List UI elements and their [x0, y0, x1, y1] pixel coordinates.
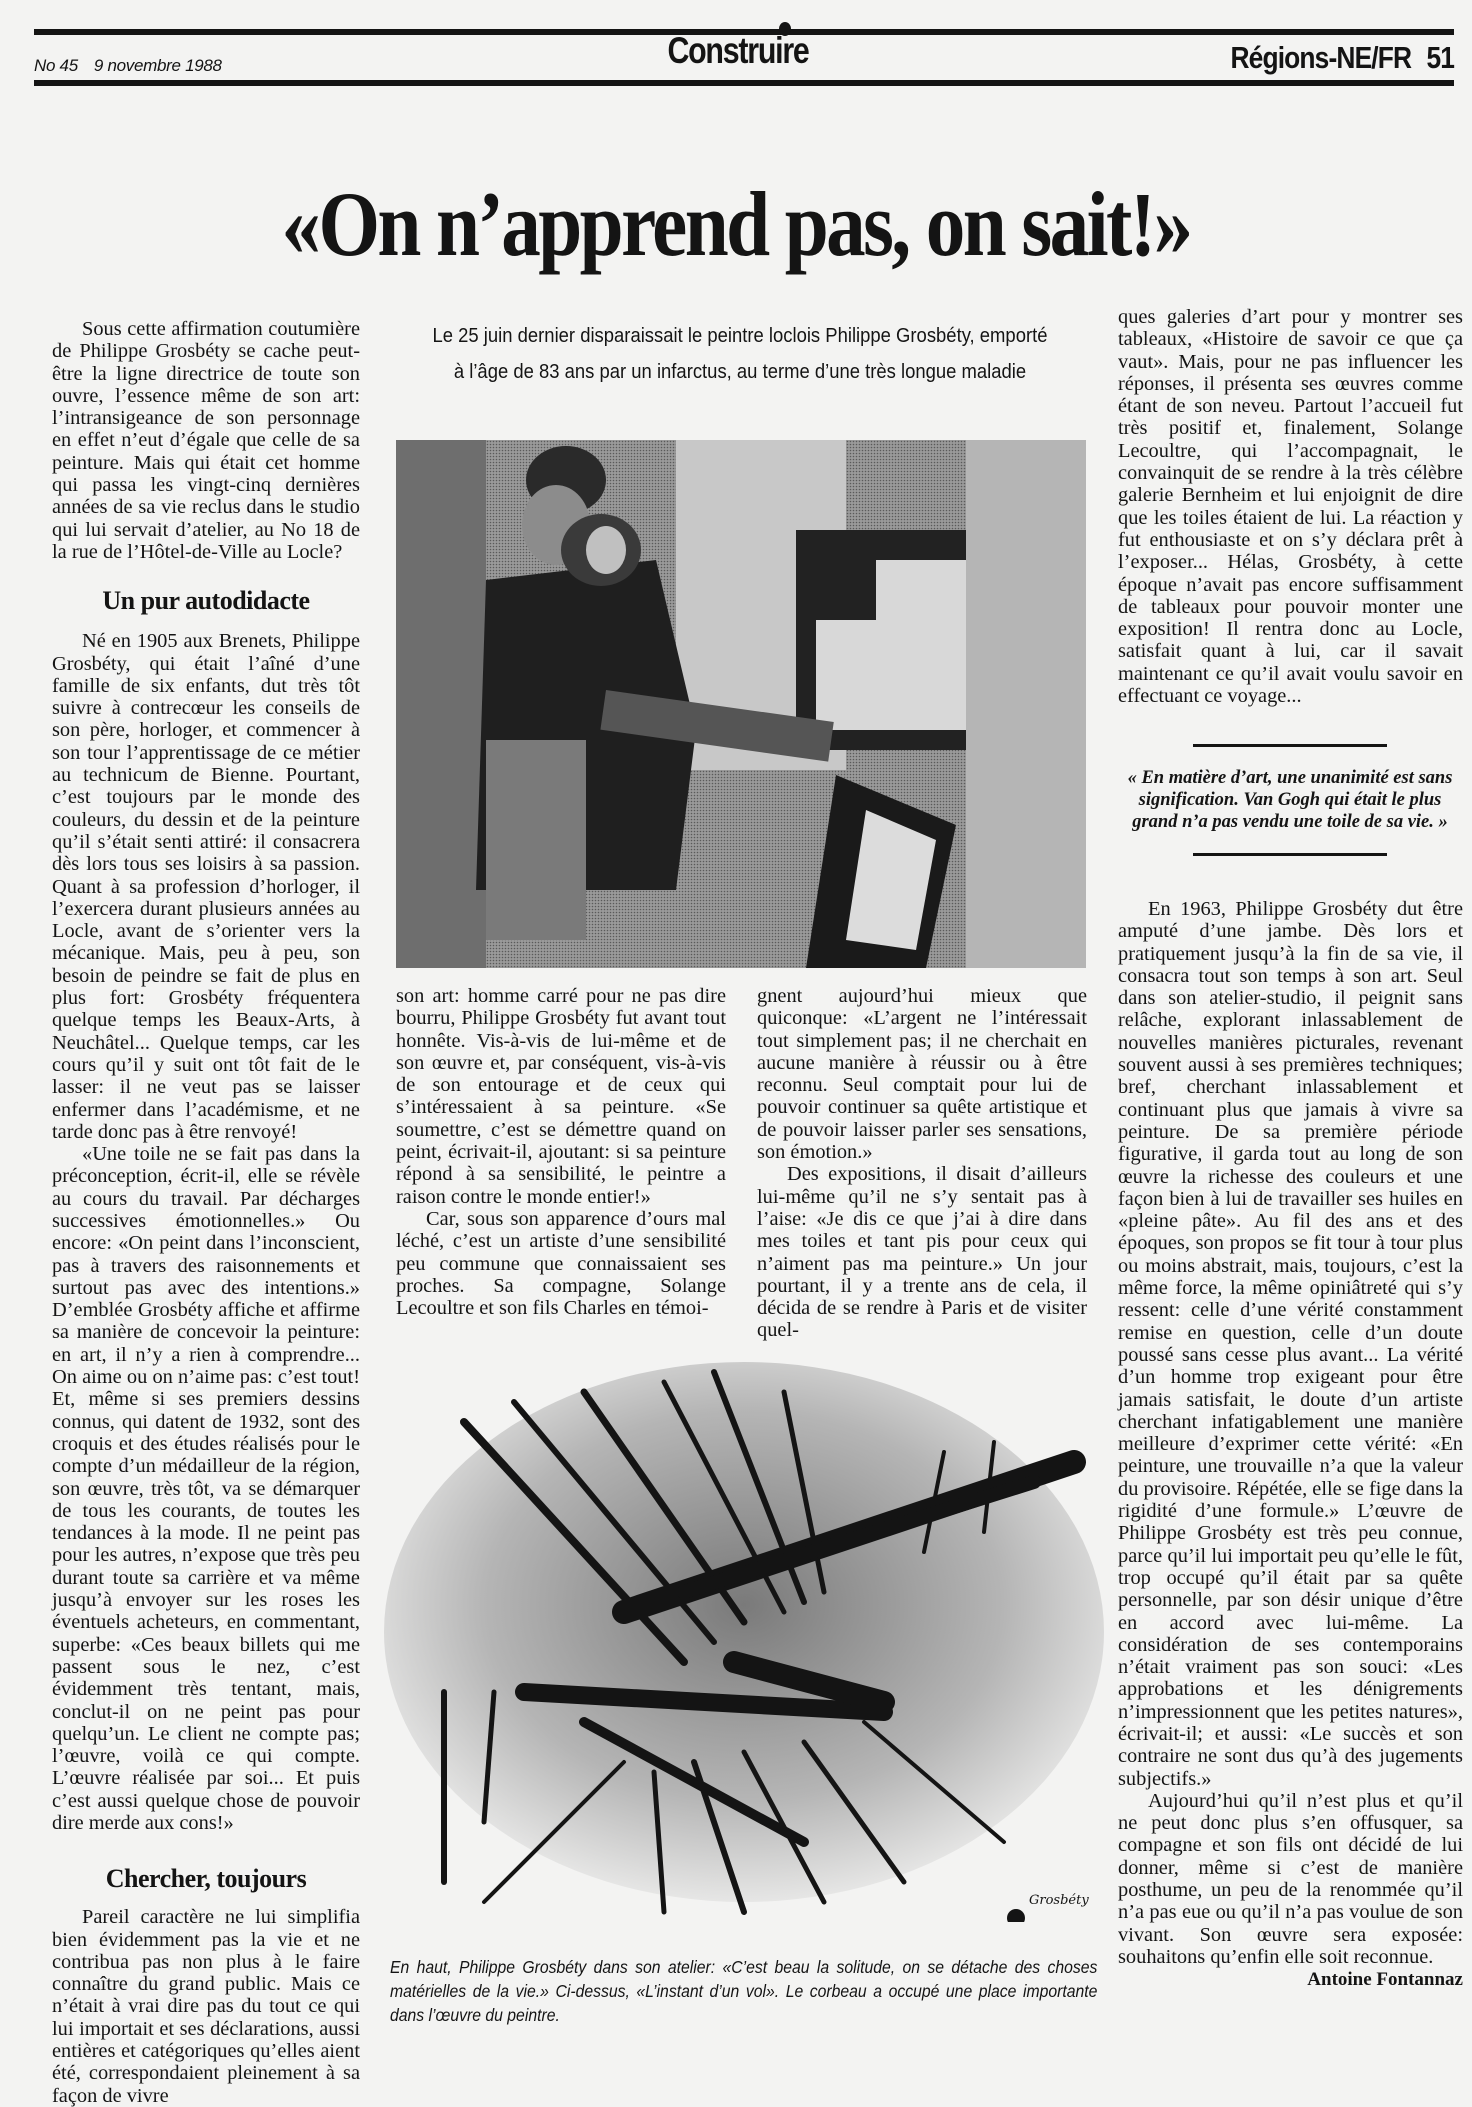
body-paragraph: Né en 1905 aux Brenets, Philippe Grosbéty, qui était l’aîné d’une famille de six enfants, dut très tôt suivre à contrecœur les conseils de son père, horloger, et commencer à son tour l’apprentissage de ce métier au technicum de Bienne. Pourtant, c’est toujours par le monde des couleurs, du dessin et de la peinture qu’il s’était senti attiré: il consacrera dès lors tous ses loisirs à sa passion. Quant à sa profession d’horloger, il l’exercera durant plusieurs années au Locle, avant de s’orienter vers la mécanique. Mais, peu à peu, son besoin de peindre se fait de plus en plus fort: Grosbéty fréquentera quelque temps les Beaux-Arts, à Neuchâtel... Quelque temps, car les cours qu’il y suit ont tôt fait de le lasser: il ne veut pas se laisser enfermer dans l’académisme, et ne tarde donc pas à être renvoyé!	[52, 630, 360, 1143]
body-paragraph: «Une toile ne se fait pas dans la préconception, écrit-il, elle se révèle au cours du travail. Par décharges successives émotionnelles.» Ou encore: «On peint dans l’inconscient, pas à travers des raisonnements et surtout pas avec des intentions.» D’emblée Grosbéty affiche et affirme sa manière de concevoir la peinture: en art, il n’y a rien à comprendre... On aime ou on n’aime pas: c’est tout! Et, même si ses premiers dessins connus, qui datent de 1932, sont des croquis et des études réalisés pour le compte d’un médailleur de la région, son œuvre, très tôt, va se démarquer de tous les courants, de toutes les tendances à la mode. Il ne peint pas pour les autres, n’expose que très peu durant toute sa carrière et va même jusqu’à envoyer sur les roses les éventuels acheteurs, en commentant, superbe: «Ces beaux billets qui me passent sous le nez, c’est évidemment très tentant, mais, conclut-il on ne peint pas pour quelqu’un. Le client ne compte pas; l’œuvre, voilà ce qui compte. L’œuvre réalisée par soi... Et puis c’est aussi quelque chose de pouvoir dire merde aux cons!»	[52, 1143, 360, 1834]
article-column-4	[1118, 306, 1463, 707]
section-label	[1230, 40, 1454, 76]
article-column-1	[52, 318, 360, 2107]
photo-caption: En haut, Philippe Grosbéty dans son atelier: «C’est beau la solitude, on se détache des choses matérielles de la vie.» Ci-dessus, «L’instant d’un vol». Le corbeau a occupé une place importante dans l’œuvre du peintre.	[390, 1957, 1098, 2025]
body-paragraph: Pareil caractère ne lui simplifia bien évidemment pas la vie et ne contribua pas non plus à le faire connaître du grand public. Mais ce n’était à vrai dire pas du tout ce qui lui importait et ses déclarations, aussi entières et catégoriques qu’elles aient été, correspondaient pleinement à sa façon de vivre	[52, 1906, 360, 2107]
article-lead: Le 25 juin dernier disparaissait le peintre loclois Philippe Grosbéty, emporté à l’âge de 83 ans par un infarctus, au terme d’une très longue maladie	[432, 324, 1048, 383]
body-paragraph: Des expositions, il disait d’ailleurs lui-même qu’il ne s’y sentait pas à l’aise: «Je dis ce que j’ai à dire dans mes toiles et tant pis pour ceux qui n’aiment pas ma peinture.» Un jour pourtant, il y a trente ans de cela, il décida de se rendre à Paris et de visiter quel-	[757, 1163, 1087, 1342]
issue-date: 9 novembre 1988	[93, 56, 222, 75]
article-column-2	[396, 985, 726, 1319]
body-paragraph: gnent aujourd’hui mieux que quiconque: «L’argent ne l’intéressait tout simplement pas; il ne cherchait en aucune manière à réussir ou à être reconnu. Seul comptait pour lui de pouvoir continuer sa quête artistique et de pouvoir laisser parler ses sensations, son émotion.»	[757, 985, 1087, 1164]
body-paragraph: En 1963, Philippe Grosbéty dut être amputé d’une jambe. Dès lors et pratiquement jusqu’à la fin de sa vie, il consacra tout son temps à son art. Seul dans son atelier-studio, il peignit sans relâche, explorant inlassablement de nouvelles manières picturales, revenant souvent aussi à ses premières techniques; bref, cherchant inlassablement et continuant plus que jamais à vivre sa peinture. De sa première période figurative, il garda tout au long de son œuvre la richesse des couleurs et une façon bien à lui de travailler ses huiles en «pleine pâte». Au fil des ans et des époques, son propos se fit tour à tour plus ou moins abstrait, mais, toujours, c’est la même force, la même opiniâtreté qui s’y ressent: celle d’une vérité constamment remise en question, celle d’un doute poussé sans cesse plus avant... La vérité d’un homme trop exigeant pour être jamais satisfait, le doute d’un artiste cherchant infatigablement une manière meilleure d’exprimer cette vérité: «En peinture, une trouvaille n’a que la valeur du provisoire. Répétée, elle se fige dans la rigidité d’une formule.» L’œuvre de Philippe Grosbéty est très peu connue, parce qu’il lui importait peu qu’elle le fût, trop occupé qu’il était par sa quête personnelle, par son désir unique d’être en accord avec lui-même. La considération de ses contemporains n’était vraiment pas son souci: «Les approbations et les dénigrements n’impressionnent que les petites natures», écrivait-il; et aussi: «Le succès et son contraire ne sont dus qu’à des jugements subjectifs.»	[1118, 898, 1463, 1790]
section-name: Régions-NE/FR	[1230, 40, 1412, 75]
publication-masthead: Construire	[667, 30, 809, 71]
pull-quote-rule-top	[1193, 744, 1387, 747]
painting-instant-dun-vol	[384, 1362, 1106, 1922]
subheading-chercher: Chercher, toujours	[105, 1864, 307, 1894]
artist-studio-photo	[396, 440, 1086, 968]
page-number: 51	[1426, 40, 1454, 75]
body-paragraph: Aujourd’hui qu’il n’est plus et qu’il ne peut donc plus s’en offusquer, sa compagne et son fils ont décidé de lui donner, même si c’est de manière posthume, un peu de la renommée qu’il n’a pas eue ou qu’il n’a pas voulue de son vivant. Son œuvre sera exposée: souhaitons qu’enfin elle soit reconnue.	[1118, 1789, 1463, 1968]
pull-quote	[1116, 744, 1464, 856]
author-byline: Antoine Fontannaz	[1307, 1969, 1463, 1991]
article-headline: «On n’apprend pas, on sait!»	[281, 173, 1191, 275]
pull-quote-rule-bottom	[1193, 853, 1387, 856]
intro-paragraph: Sous cette affirmation coutumière de Philippe Grosbéty se cache peut-être la ligne directrice de toute son ouvre, l’essence même de son art: l’intransigeance de son personnage en effet n’eut d’égale que celle de sa peinture. Mais qui était cet homme qui passa les vingt-cinq dernières années de sa vie reclus dans le studio qui lui servait d’atelier, au No 18 de la rue de l’Hôtel-de-Ville au Locle?	[52, 318, 360, 563]
article-column-4-continued	[1118, 898, 1463, 1992]
body-paragraph: Car, sous son apparence d’ours mal léché, c’est un artiste d’une sensibilité peu commune que connaissaient ses proches. Sa compagne, Solange Lecoultre et son fils Charles en témoi-	[396, 1207, 726, 1320]
pull-quote-text: « En matière d’art, une unanimité est sans signification. Van Gogh qui était le plus grand n’a pas vendu une toile de sa vie. »	[1127, 768, 1453, 832]
body-paragraph: ques galeries d’art pour y montrer ses tableaux, «Histoire de savoir ce que ça vaut». Mais, pour ne pas influencer les réponses, il présenta ses œuvres comme étant de son neveu. Partout l’accueil fut très positif et, finalement, Solange Lecoultre, qui l’accompagnait, le convainquit de se rendre à la très célèbre galerie Bernheim et lui enjoignit de dire que les toiles étaient de lui. La réaction y fut enthousiaste et on s’y déclara prêt à l’exposer... Hélas, Grosbéty, à cette époque n’avait pas encore suffisamment de tableaux pour pouvoir monter une exposition! Il rentra donc au Locle, satisfait quant à lui, car il savait maintenant ce qu’il avait voulu savoir en effectuant ce voyage...	[1118, 306, 1463, 708]
subheading-autodidacte: Un pur autodidacte	[102, 586, 310, 616]
article-column-3	[757, 985, 1087, 1342]
issue-number: No 45	[34, 56, 78, 75]
painting-signature: Grosbéty	[1029, 1893, 1089, 1908]
issue-info	[34, 56, 238, 76]
masthead-rule-bottom	[34, 80, 1454, 86]
studio-photo-illustration	[396, 440, 1086, 968]
body-paragraph: son art: homme carré pour ne pas dire bourru, Philippe Grosbéty fut avant tout honnête. Vis-à-vis de lui-même et de son œuvre et, par conséquent, vis-à-vis de son entourage et de ceux qui s’intéressaient à sa peinture. «Se soumettre, c’est se démettre quand on peint, écrivait-il, ajoutant: si sa peinture répond à sa sensibilité, le peintre a raison contre le monde entier!»	[396, 985, 726, 1208]
abstract-painting-illustration	[384, 1362, 1106, 1922]
